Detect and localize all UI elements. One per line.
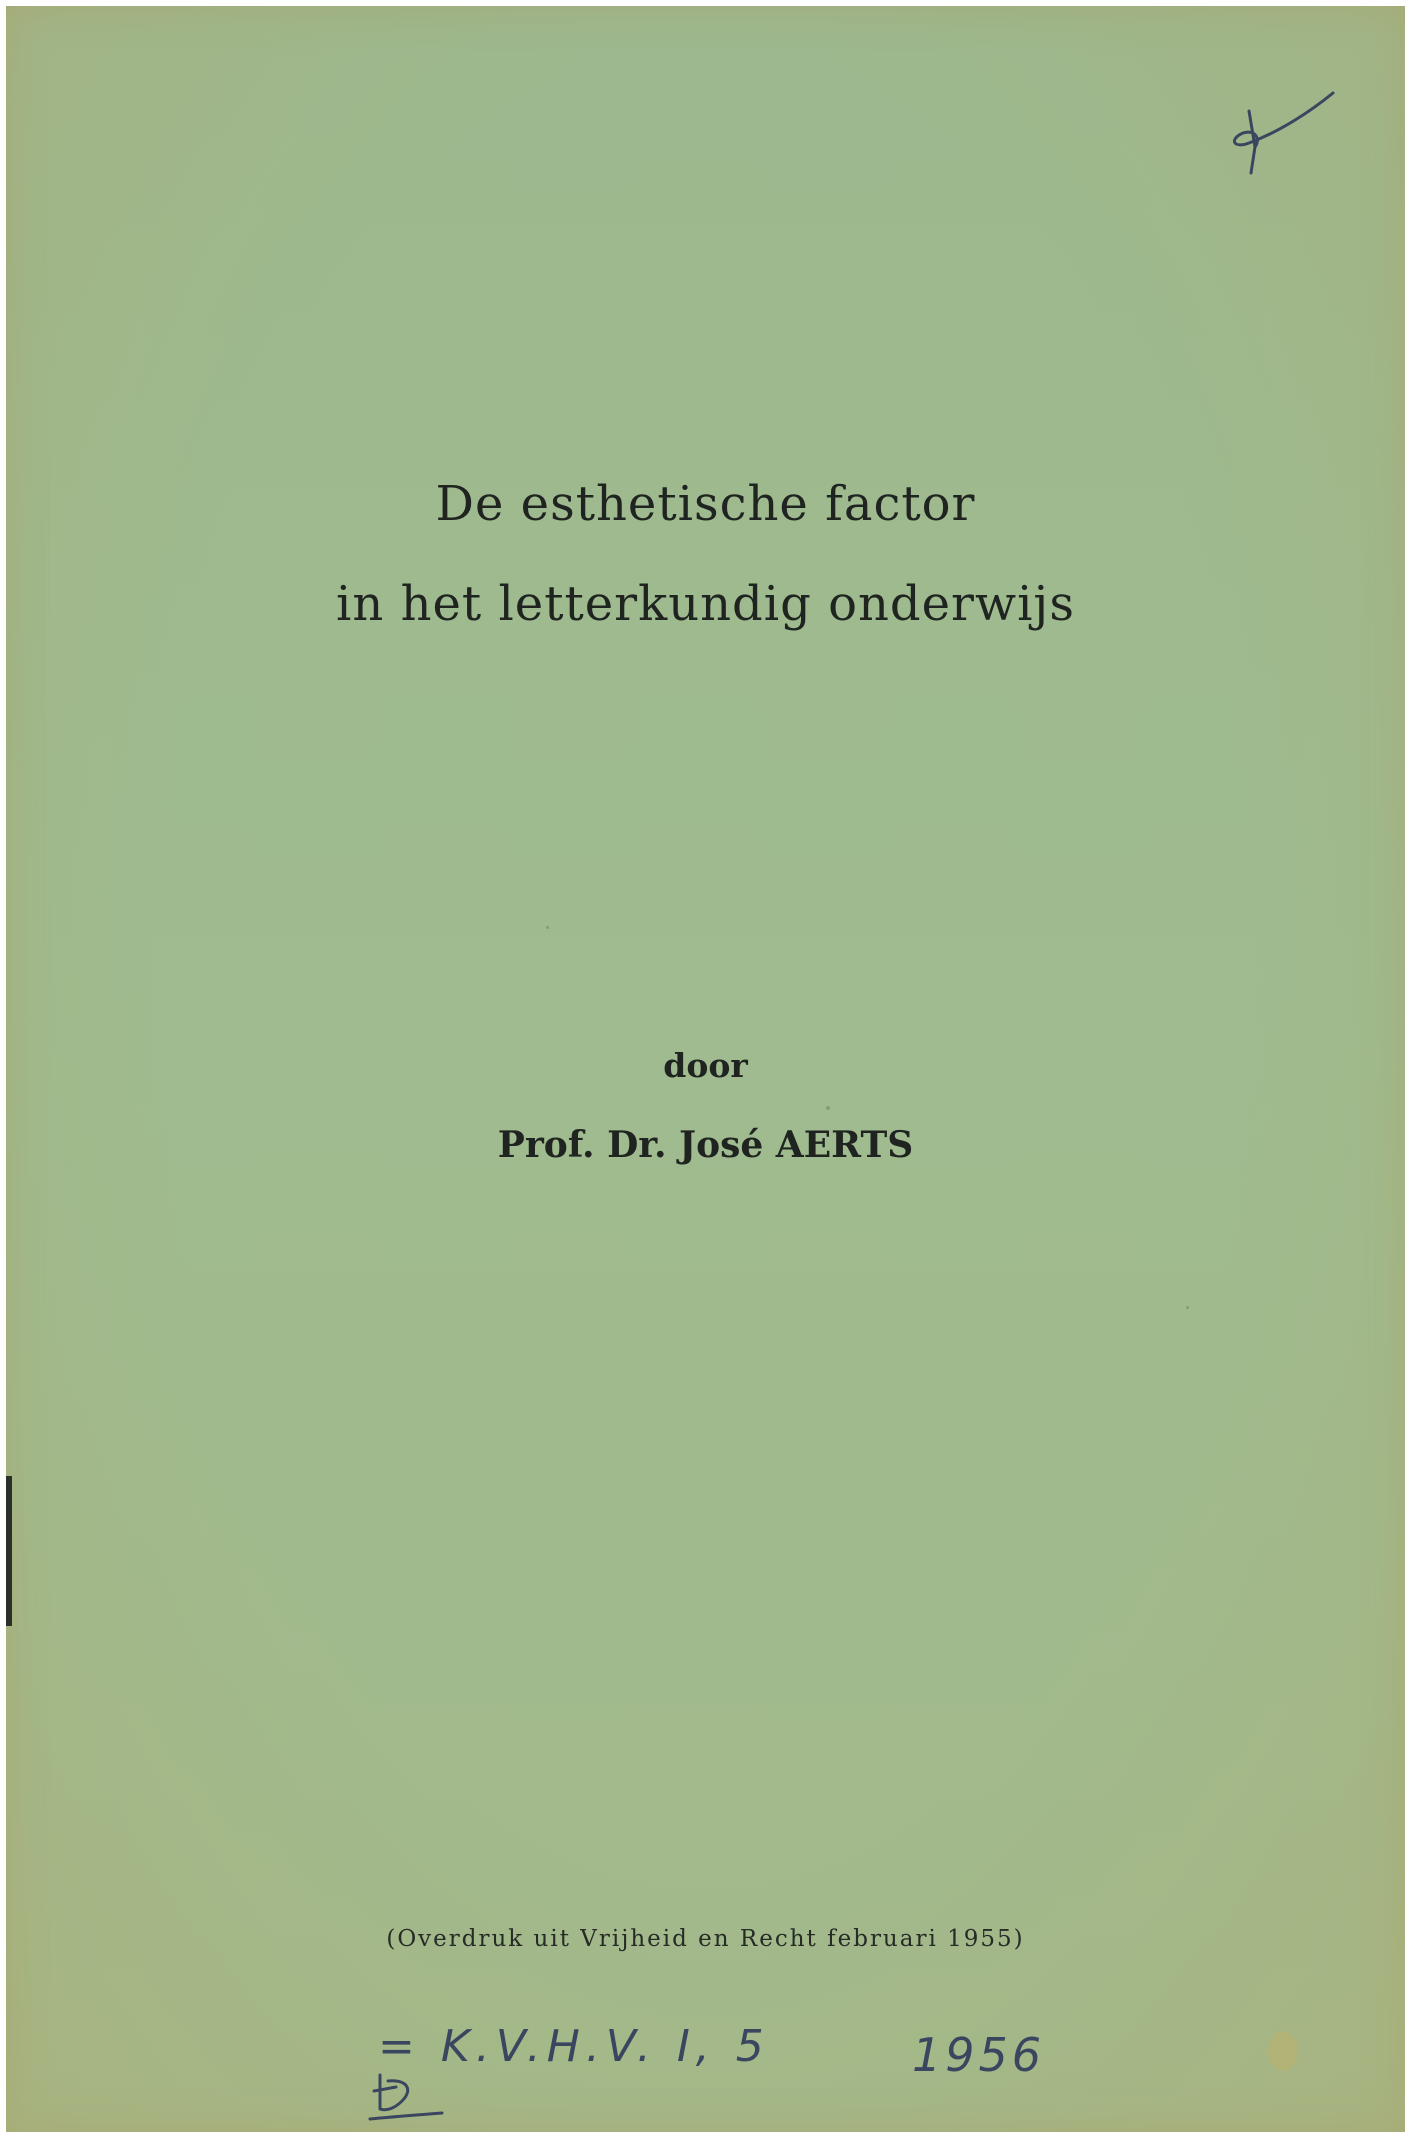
paper-speck [826,1106,830,1110]
paper-speck [1186,1306,1189,1309]
author-name: Prof. Dr. José AERTS [497,1124,914,1166]
title-line-1: De esthetische factor [435,476,976,532]
check-mark-icon [1221,81,1341,181]
paper-stain [1268,2031,1298,2071]
paper-speck [546,926,549,929]
handwritten-year: 1956 [912,2028,1046,2082]
title-line-2: in het letterkundig onderwijs [336,576,1075,632]
by-label: door [663,1046,748,1085]
spine-staple-mark [6,1476,12,1626]
handwritten-catalog-code: = K.V.H.V. I, 5 [378,2021,770,2072]
handwritten-initials-icon [366,2061,446,2131]
offprint-note: (Overdruk uit Vrijheid en Recht februari 1955) [386,1926,1025,1952]
booklet-cover [6,6,1405,2132]
